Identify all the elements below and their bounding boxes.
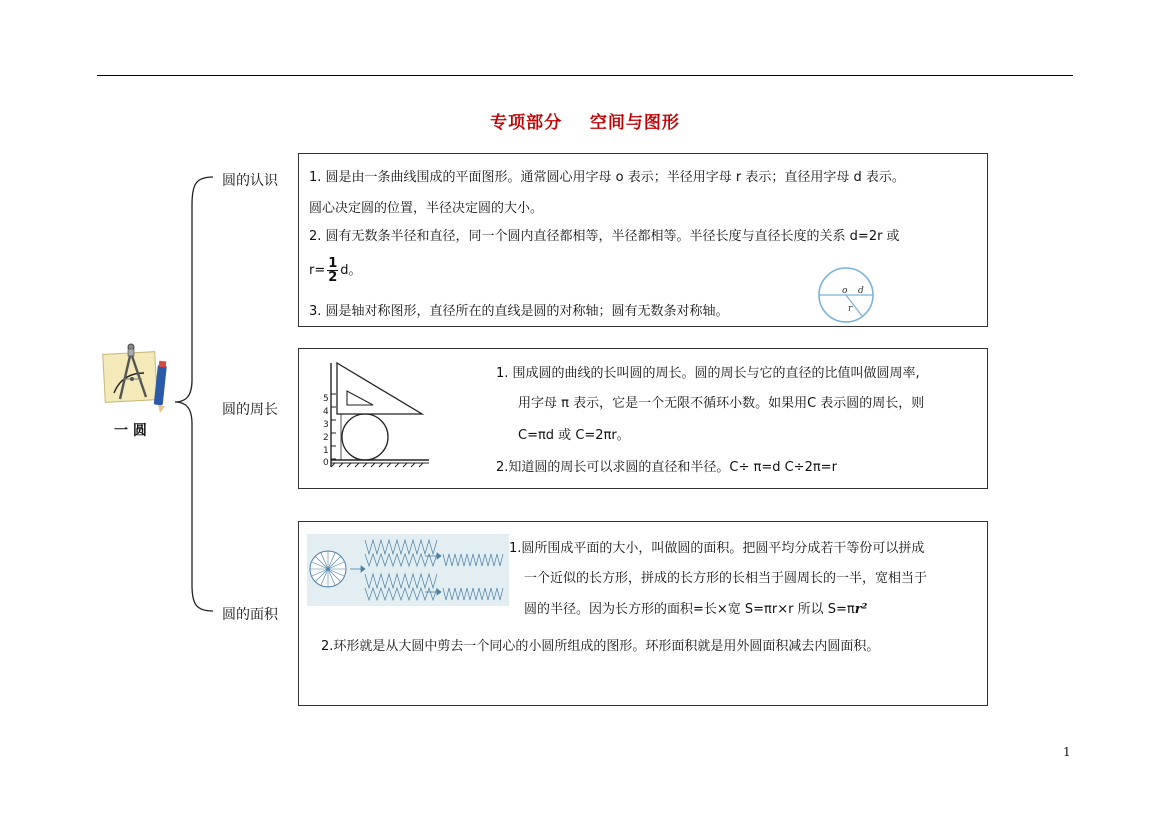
area-line-1: 1.圆所围成平面的大小，叫做圆的面积。把圆平均分成若干等份可以拼成: [509, 541, 925, 556]
page-number: 1: [1063, 745, 1071, 759]
circumference-line-3: C=πd 或 C=2πr。: [518, 428, 630, 443]
r-squared: r²: [854, 602, 868, 617]
circumference-box: [298, 348, 988, 489]
diameter-label: d: [858, 286, 864, 296]
branch-circumference: 圆的周长: [222, 402, 278, 418]
recognition-line-3: 2. 圆有无数条半径和直径，同一个圆内直径都相等，半径都相等。半径长度与直径长度的关系 d=2r 或: [309, 229, 900, 244]
circumference-line-1: 1. 围成圆的曲线的长叫圆的周长。圆的周长与它的直径的比值叫做圆周率,: [496, 366, 920, 381]
area-line-3: [524, 602, 867, 617]
ruler-tick-0: 0: [323, 458, 329, 468]
page-title: 专项部分 空间与图形: [490, 113, 680, 133]
one-half-fraction: [327, 257, 338, 284]
radius-label: r: [848, 304, 853, 314]
center-label: o: [842, 286, 848, 296]
root-label: 一 圆: [114, 423, 147, 439]
circle-to-rectangle-figure: [307, 534, 509, 606]
branch-recognition: 圆的认识: [222, 173, 278, 189]
ruler-triangle-figure: [317, 359, 437, 471]
recognition-line-2: 圆心决定圆的位置，半径决定圆的大小。: [309, 201, 544, 216]
recognition-line-1: 1. 圆是由一条曲线围成的平面图形。通常圆心用字母 o 表示；半径用字母 r 表示；直径用字母 d 表示。: [309, 170, 905, 185]
ruler-tick-3: 3: [323, 420, 329, 430]
compass-icon: [100, 343, 178, 413]
fraction-denominator: 2: [328, 270, 338, 285]
recognition-line-5: 3. 圆是轴对称图形，直径所在的直线是圆的对称轴；圆有无数条对称轴。: [309, 304, 729, 319]
area-box: [298, 521, 988, 706]
ruler-tick-5: 5: [323, 394, 329, 404]
area-line-4: 2.环形就是从大圆中剪去一个同心的小圆所组成的图形。环形面积就是用外圆面积减去内圆面积。: [321, 639, 880, 654]
ruler-tick-2: 2: [323, 433, 329, 443]
branch-area: 圆的面积: [222, 607, 278, 623]
ratio-prefix: r=: [309, 263, 326, 278]
ruler-tick-4: 4: [323, 407, 329, 417]
recognition-box: [298, 153, 988, 327]
fraction-numerator: 1: [328, 256, 338, 271]
circumference-line-2: 用字母 π 表示，它是一个无限不循环小数。如果用C 表示圆的周长，则: [518, 396, 925, 411]
ratio-suffix: d。: [340, 263, 362, 278]
recognition-line-4: [309, 257, 362, 285]
circumference-line-4: 2.知道圆的周长可以求圆的直径和半径。C÷ π=d C÷2π=r: [496, 460, 837, 475]
circle-diagram: [815, 266, 877, 324]
area-formula: 圆的半径。因为长方形的面积=长×宽 S=πr×r 所以 S=π: [524, 602, 855, 617]
ruler-tick-1: 1: [323, 446, 329, 456]
area-line-2: 一个近似的长方形，拼成的长方形的长相当于圆周长的一半，宽相当于: [524, 571, 928, 586]
